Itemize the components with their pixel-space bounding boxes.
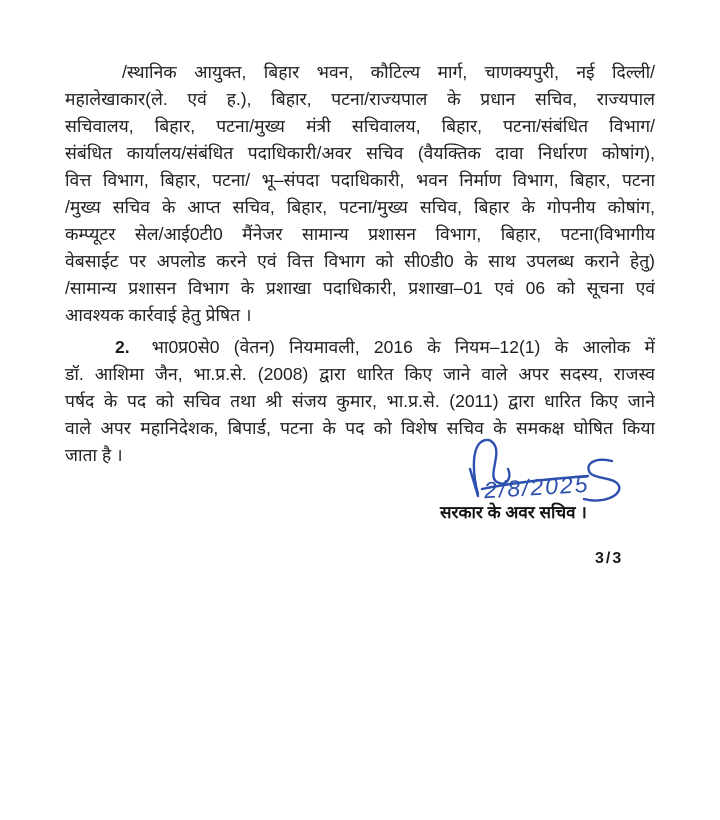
distribution-list-paragraph [65, 59, 655, 329]
text-line: कम्प्यूटर सेल/आई0टी0 मैंनेजर सामान्य प्रशासन विभाग, बिहार, पटना(विभागीय [65, 224, 655, 244]
text-line: /सामान्य प्रशासन विभाग के प्रशाखा पदाधिकारी, प्रशाखा–01 एवं 06 को सूचना एवं [65, 278, 655, 298]
text-line: डॉ. आशिमा जैन, भा.प्र.से. (2008) द्वारा धारित किए जाने वाले अपर सदस्य, राजस्व [65, 364, 655, 384]
text-line: आवश्यक कार्रवाई हेतु प्रेषित । [65, 305, 252, 325]
text-line: /स्थानिक आयुक्त, बिहार भवन, कौटिल्य मार्ग, चाणक्यपुरी, नई दिल्ली/ [122, 62, 655, 82]
text-line: महालेखाकार(ले. एवं ह.), बिहार, पटना/राज्यपाल के प्रधान सचिव, राज्यपाल [65, 89, 655, 109]
text-line: वेबसाईट पर अपलोड करने एवं वित्त विभाग को सी0डी0 के साथ उपलब्ध कराने हेतु) [65, 251, 655, 271]
signatory-title: सरकार के अवर सचिव । [440, 503, 587, 522]
text-line: जाता है । [65, 445, 123, 465]
paragraph-text: भा0प्र0से0 (वेतन) नियमावली, 2016 के नियम–12(1) के आलोक में [151, 337, 655, 357]
text-line: /मुख्य सचिव के आप्त सचिव, बिहार, पटना/मुख्य सचिव, बिहार के गोपनीय कोषांग, [65, 197, 655, 217]
text-line: पर्षद के पद को सचिव तथा श्री संजय कुमार, भा.प्र.से. (2011) द्वारा धारित किए जाने [65, 391, 655, 411]
text-line: संबंधित कार्यालय/संबंधित पदाधिकारी/अवर सचिव (वैयक्तिक दावा निर्धारण कोषांग), [65, 143, 655, 163]
text-line: सचिवालय, बिहार, पटना/मुख्य मंत्री सचिवालय, बिहार, पटना/संबंधित विभाग/ [65, 116, 655, 136]
page-number: 3/3 [595, 550, 624, 567]
text-line: वित्त विभाग, बिहार, पटना/ भू–संपदा पदाधिकारी, भवन निर्माण विभाग, बिहार, पटना [65, 170, 655, 190]
paragraph-number: 2. [115, 337, 130, 357]
signature-handwritten-date: 2/8/2025 [483, 470, 591, 504]
text-line: वाले अपर महानिदेशक, बिपार्ड, पटना के पद को विशेष सचिव के समकक्ष घोषित किया [65, 418, 655, 438]
signature-block [438, 430, 658, 530]
text-line [65, 334, 655, 361]
